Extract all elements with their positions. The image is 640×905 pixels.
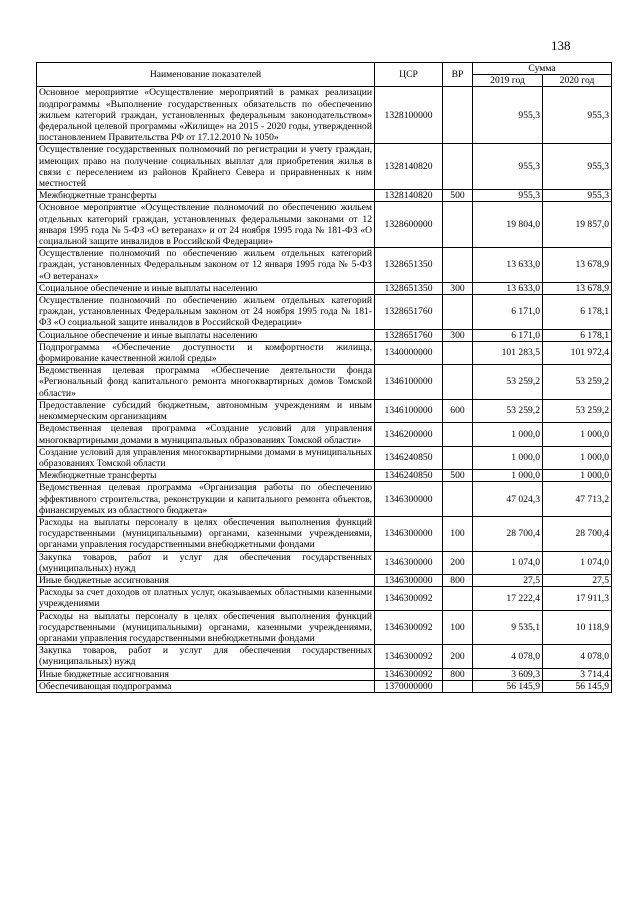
row-name: Осуществление государственных полномочий по регистрации и учету граждан, имеющих право на получение социальных выплат для приобретения жилья в связи с переселением из районов Крайнего Севера и приравненных к ним местностей	[37, 144, 375, 190]
table-row	[37, 87, 612, 144]
row-2020: 13 678,9	[543, 248, 612, 283]
row-2019: 19 804,0	[473, 202, 543, 248]
row-name: Ведомственная целевая программа «Обеспечение деятельности фонда «Региональный фонд капитального ремонта многоквартирных домов Томской области»	[37, 365, 375, 400]
table-header	[37, 63, 612, 87]
row-csr: 1328651760	[375, 295, 443, 330]
table-row	[37, 587, 612, 610]
row-2020: 101 972,4	[543, 341, 612, 364]
row-csr: 1346300000	[375, 551, 443, 574]
row-csr: 1328651350	[375, 282, 443, 294]
row-2019: 53 259,2	[473, 399, 543, 422]
row-2020: 6 178,1	[543, 329, 612, 341]
table-row	[37, 295, 612, 330]
row-name: Осуществление полномочий по обеспечению жильем отдельных категорий граждан, установленных Федеральным законом от 12 января 1995 года № 5-ФЗ «О ветеранах»	[37, 248, 375, 283]
row-vr	[443, 587, 473, 610]
row-csr: 1370000000	[375, 680, 443, 692]
page-number: 138	[551, 38, 571, 53]
table-row	[37, 399, 612, 422]
table-row	[37, 190, 612, 202]
row-2020: 955,3	[543, 190, 612, 202]
row-2019: 17 222,4	[473, 587, 543, 610]
table-row	[37, 329, 612, 341]
table-row	[37, 668, 612, 680]
table-row	[37, 645, 612, 668]
row-vr	[443, 202, 473, 248]
table-row	[37, 341, 612, 364]
row-name: Иные бюджетные ассигнования	[37, 668, 375, 680]
row-2020: 1 000,0	[543, 470, 612, 482]
row-vr	[443, 87, 473, 144]
row-csr: 1346200000	[375, 423, 443, 446]
row-csr: 1346100000	[375, 365, 443, 400]
row-csr: 1346300092	[375, 587, 443, 610]
row-2019: 1 000,0	[473, 446, 543, 469]
row-2020: 4 078,0	[543, 645, 612, 668]
row-2019: 6 171,0	[473, 295, 543, 330]
row-2020: 955,3	[543, 87, 612, 144]
row-csr: 1328140820	[375, 144, 443, 190]
row-2019: 6 171,0	[473, 329, 543, 341]
row-2019: 13 633,0	[473, 282, 543, 294]
row-name: Основное мероприятие «Осуществление полномочий по обеспечению жильем отдельных категорий граждан, установленных федеральными законами от 12 января 1995 года № 5-ФЗ «О ветеранах» и от 24 ноября 1995 года № 181-ФЗ «О социальной защите инвалидов в Российской Федерации»	[37, 202, 375, 248]
row-2020: 17 911,3	[543, 587, 612, 610]
row-vr: 500	[443, 190, 473, 202]
row-name: Подпрограмма «Обеспечение доступности и комфортности жилища, формирование качественной жилой среды»	[37, 341, 375, 364]
row-2020: 3 714,4	[543, 668, 612, 680]
row-2019: 1 000,0	[473, 423, 543, 446]
budget-table	[36, 62, 612, 693]
row-vr: 300	[443, 329, 473, 341]
row-2019: 955,3	[473, 87, 543, 144]
header-sum: Сумма	[473, 63, 612, 75]
table-row	[37, 680, 612, 692]
row-vr: 200	[443, 645, 473, 668]
row-csr: 1346240850	[375, 470, 443, 482]
row-2020: 47 713,2	[543, 482, 612, 517]
row-2020: 28 700,4	[543, 516, 612, 551]
row-csr: 1346300000	[375, 516, 443, 551]
row-csr: 1346300000	[375, 482, 443, 517]
row-vr: 500	[443, 470, 473, 482]
row-csr: 1346240850	[375, 446, 443, 469]
row-name: Социальное обеспечение и иные выплаты населению	[37, 329, 375, 341]
row-2019: 28 700,4	[473, 516, 543, 551]
table-row	[37, 282, 612, 294]
row-vr: 300	[443, 282, 473, 294]
row-name: Ведомственная целевая программа «Организация работы по обеспечению эффективного строительства, реконструкции и капитального ремонта объектов, финансируемых из областного бюджета»	[37, 482, 375, 517]
row-csr: 1328651760	[375, 329, 443, 341]
row-csr: 1340000000	[375, 341, 443, 364]
row-vr	[443, 482, 473, 517]
table-row	[37, 446, 612, 469]
row-vr	[443, 248, 473, 283]
row-name: Расходы на выплаты персоналу в целях обеспечения выполнения функций государственными (муниципальными) органами, казенными учреждениями, органами управления государственными внебюджетными фондами	[37, 610, 375, 645]
row-name: Создание условий для управления многоквартирными домами в муниципальных образованиях Томской области	[37, 446, 375, 469]
row-2020: 10 118,9	[543, 610, 612, 645]
row-2019: 101 283,5	[473, 341, 543, 364]
row-csr: 1328100000	[375, 87, 443, 144]
row-csr: 1346300092	[375, 645, 443, 668]
row-vr	[443, 365, 473, 400]
table-row	[37, 574, 612, 586]
row-2019: 53 259,2	[473, 365, 543, 400]
row-vr: 100	[443, 516, 473, 551]
row-2019: 3 609,3	[473, 668, 543, 680]
row-2019: 56 145,9	[473, 680, 543, 692]
row-2019: 47 024,3	[473, 482, 543, 517]
row-2020: 1 074,0	[543, 551, 612, 574]
table-row	[37, 482, 612, 517]
row-2020: 6 178,1	[543, 295, 612, 330]
row-2020: 13 678,9	[543, 282, 612, 294]
table-row	[37, 551, 612, 574]
row-2019: 13 633,0	[473, 248, 543, 283]
table-row	[37, 248, 612, 283]
row-name: Закупка товаров, работ и услуг для обеспечения государственных (муниципальных) нужд	[37, 645, 375, 668]
row-csr: 1346300092	[375, 610, 443, 645]
header-name: Наименование показателей	[37, 63, 375, 87]
row-2020: 19 857,0	[543, 202, 612, 248]
row-name: Закупка товаров, работ и услуг для обеспечения государственных (муниципальных) нужд	[37, 551, 375, 574]
row-name: Межбюджетные трансферты	[37, 190, 375, 202]
row-vr: 800	[443, 668, 473, 680]
row-2020: 53 259,2	[543, 365, 612, 400]
row-name: Межбюджетные трансферты	[37, 470, 375, 482]
table-row	[37, 144, 612, 190]
row-2020: 1 000,0	[543, 446, 612, 469]
table-row	[37, 365, 612, 400]
row-vr: 600	[443, 399, 473, 422]
row-2019: 1 000,0	[473, 470, 543, 482]
row-vr	[443, 144, 473, 190]
row-csr: 1328140820	[375, 190, 443, 202]
row-name: Предоставление субсидий бюджетным, автономным учреждениям и иным некоммерческим организациям	[37, 399, 375, 422]
row-2020: 27,5	[543, 574, 612, 586]
table-row	[37, 516, 612, 551]
table-row	[37, 423, 612, 446]
row-vr: 200	[443, 551, 473, 574]
row-2020: 53 259,2	[543, 399, 612, 422]
table-row	[37, 610, 612, 645]
row-csr: 1346300000	[375, 574, 443, 586]
row-2020: 1 000,0	[543, 423, 612, 446]
row-csr: 1346300092	[375, 668, 443, 680]
row-name: Осуществление полномочий по обеспечению жильем отдельных категорий граждан, установленных Федеральным законом от 24 ноября 1995 года № 181-ФЗ «О социальной защите инвалидов в Российской Федерации»	[37, 295, 375, 330]
row-vr	[443, 423, 473, 446]
header-year-2020: 2020 год	[543, 75, 612, 87]
table-row	[37, 202, 612, 248]
row-name: Ведомственная целевая программа «Создание условий для управления многоквартирными домами в муниципальных образованиях Томской области»	[37, 423, 375, 446]
row-2019: 955,3	[473, 190, 543, 202]
row-csr: 1346100000	[375, 399, 443, 422]
row-2019: 1 074,0	[473, 551, 543, 574]
row-name: Расходы на выплаты персоналу в целях обеспечения выполнения функций государственными (муниципальными) органами, казенными учреждениями, органами управления государственными внебюджетными фондами	[37, 516, 375, 551]
table-row	[37, 470, 612, 482]
row-vr	[443, 341, 473, 364]
row-name: Расходы за счет доходов от платных услуг, оказываемых областными казенными учреждениями	[37, 587, 375, 610]
row-vr: 100	[443, 610, 473, 645]
row-2019: 4 078,0	[473, 645, 543, 668]
row-vr	[443, 295, 473, 330]
row-vr: 800	[443, 574, 473, 586]
row-2019: 955,3	[473, 144, 543, 190]
header-year-2019: 2019 год	[473, 75, 543, 87]
row-name: Основное мероприятие «Осуществление мероприятий в рамках реализации подпрограммы «Выполнение государственных обязательств по обеспечению жильем категорий граждан, установленных федеральным законодательством» федеральной целевой программы «Жилище» на 2015 - 2020 годы, утвержденной постановлением Правительства РФ от 17.12.2010 № 1050»	[37, 87, 375, 144]
row-vr	[443, 446, 473, 469]
header-vr: ВР	[443, 63, 473, 87]
row-name: Социальное обеспечение и иные выплаты населению	[37, 282, 375, 294]
row-vr	[443, 680, 473, 692]
row-2019: 27,5	[473, 574, 543, 586]
row-2020: 955,3	[543, 144, 612, 190]
row-2020: 56 145,9	[543, 680, 612, 692]
row-2019: 9 535,1	[473, 610, 543, 645]
row-csr: 1328651350	[375, 248, 443, 283]
row-csr: 1328600000	[375, 202, 443, 248]
row-name: Иные бюджетные ассигнования	[37, 574, 375, 586]
header-csr: ЦСР	[375, 63, 443, 87]
row-name: Обеспечивающая подпрограмма	[37, 680, 375, 692]
